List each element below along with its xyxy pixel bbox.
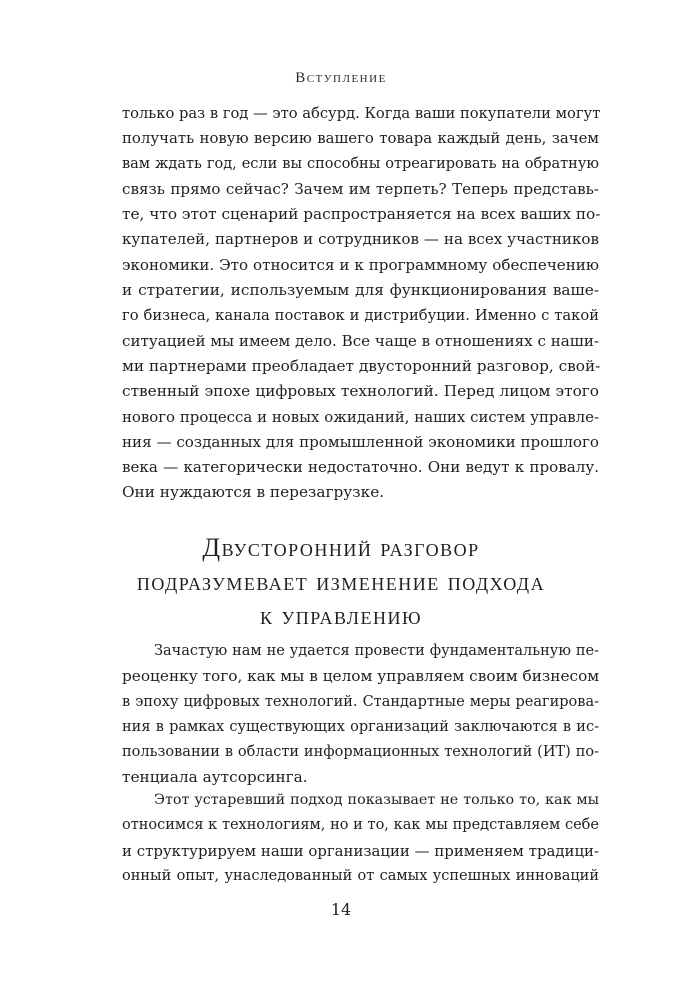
text-line: вам ждать год, если вы способны отреагировать на обратную [122, 155, 599, 172]
text-line: те, что этот сценарий распространяется на всех ваших по- [122, 205, 601, 224]
text-line: и структурируем наши организации — применяем традици- [122, 841, 599, 860]
body-paragraph [122, 788, 599, 889]
text-line: получать новую версию вашего товара каждый день, зачем [122, 129, 599, 148]
text-line: Зачастую нам не удается провести фундаментальную пе- [154, 643, 599, 659]
text-line: ния — созданных для промышленной экономики прошлого [122, 432, 599, 451]
text-line: тенциала аутсорсинга. [122, 768, 308, 787]
text-line: реоценку того, как мы в целом управляем своим бизнесом [122, 667, 600, 686]
body-paragraph [122, 639, 599, 791]
text-line: ственный эпохе цифровых технологий. Перед лицом этого [122, 382, 599, 401]
text-line: онный опыт, унаследованный от самых успешных инноваций [122, 867, 599, 884]
page-number: 14 [330, 900, 352, 919]
text-line: пользовании в области информационных технологий (ИТ) по- [122, 744, 599, 761]
text-line: экономики. Это относится и к программному обеспечению [122, 255, 599, 274]
heading-line: к управлению [260, 601, 422, 630]
text-line: века — категорически недостаточно. Они ведут к провалу. [122, 458, 599, 477]
text-line: и стратегии, используемым для функционирования ваше- [122, 281, 599, 300]
text-line: го бизнеса, канала поставок и дистрибуции. Именно с такой [122, 307, 599, 325]
text-line: в эпоху цифровых технологий. Стандартные меры реагирова- [122, 693, 599, 710]
text-line: относимся к технологиям, но и то, как мы представляем себе [122, 817, 599, 834]
heading-line: Двусторонний разговор [202, 533, 480, 562]
text-line: купателей, партнеров и сотрудников — на всех участников [122, 230, 599, 249]
section-heading [100, 531, 582, 633]
body-paragraph [122, 101, 599, 506]
text-line: Этот устаревший подход показывает не только то, как мы [154, 792, 599, 808]
running-header: Вступление [295, 70, 387, 86]
text-line: нового процесса и новых ожиданий, наших систем управле- [122, 407, 599, 426]
text-line: ми партнерами преобладает двусторонний разговор, свой- [122, 356, 601, 375]
text-line: ситуацией мы имеем дело. Все чаще в отношениях с наши- [122, 331, 599, 350]
text-line: Они нуждаются в перезагрузке. [122, 483, 385, 502]
heading-line: подразумевает изменение подхода [136, 567, 546, 596]
text-line: связь прямо сейчас? Зачем им терпеть? Теперь представь- [122, 179, 599, 198]
text-line: ния в рамках существующих организаций заключаются в ис- [122, 718, 599, 735]
text-line: только раз в год — это абсурд. Когда ваши покупатели могут [122, 105, 601, 122]
